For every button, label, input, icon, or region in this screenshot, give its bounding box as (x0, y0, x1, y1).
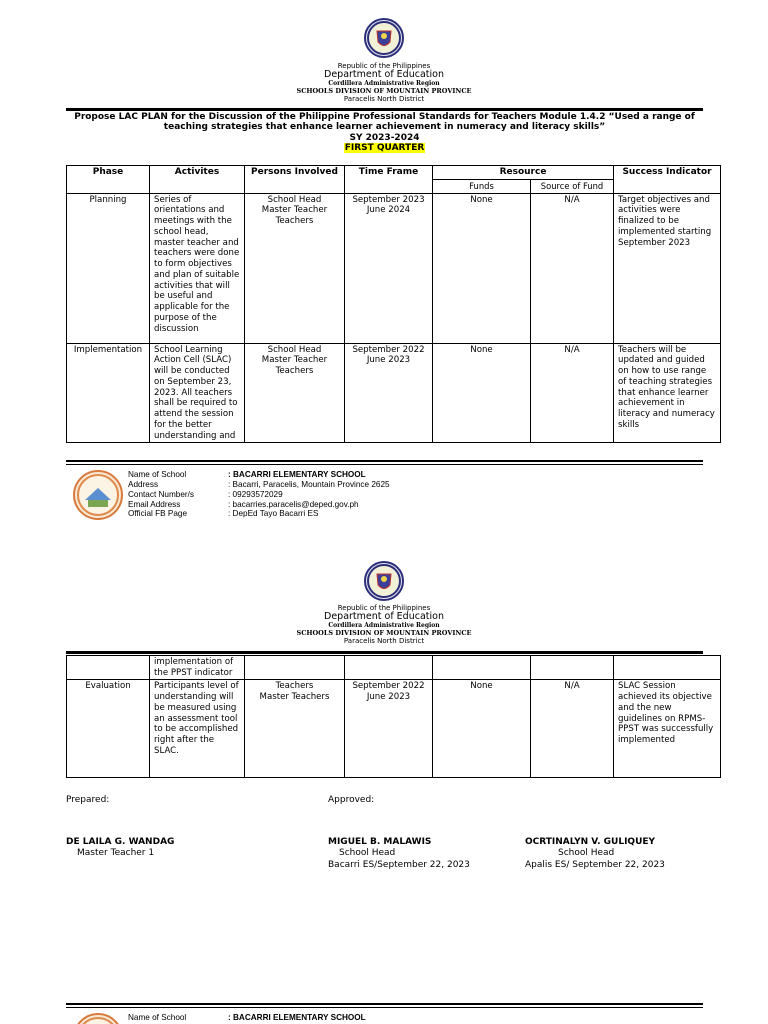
signatory-title: School Head (339, 848, 396, 859)
time-cell (345, 680, 433, 778)
division-text: SCHOOLS DIVISION OF MOUNTAIN PROVINCE (296, 628, 472, 637)
table-row (67, 656, 721, 680)
division-text: SCHOOLS DIVISION OF MOUNTAIN PROVINCE (296, 86, 472, 95)
funds-cell: None (433, 680, 531, 778)
signatory-name: OCRTINALYN V. GULIQUEY (525, 837, 656, 847)
activities-cell: implementation of the PPST indicator (150, 656, 245, 680)
footer-rule-2a (66, 1003, 703, 1005)
lac-plan-table-continued (66, 655, 721, 778)
title-line-2: teaching strategies that enhance learner achievement in numeracy and literacy skills” (163, 122, 606, 133)
letterhead-1 (0, 62, 768, 103)
header-persons: Persons Involved (245, 166, 345, 194)
header-rule-1 (66, 108, 703, 111)
info-value: : DepEd Tayo Bacarri ES (228, 509, 319, 519)
person-line: Teachers (275, 216, 314, 227)
funds-cell: None (433, 343, 531, 443)
header-resource: Resource (433, 166, 614, 180)
letterhead-2 (0, 604, 768, 645)
activities-cell: Participants level of understanding will be measured using an assessment tool to be accomplished right after the SLAC. (150, 680, 245, 778)
person-line: Master Teachers (259, 692, 330, 703)
signature-approved-2 (525, 837, 665, 871)
info-label: Official FB Page (128, 509, 188, 519)
success-cell: Target objectives and activities were finalized to be implemented starting September 2023 (614, 193, 721, 343)
time-line: September 2023 (352, 194, 425, 205)
source-cell: N/A (531, 680, 614, 778)
persons-cell (245, 343, 345, 443)
department-text: Department of Education (324, 69, 444, 81)
header-source: Source of Fund (531, 180, 614, 194)
time-line: June 2023 (366, 692, 411, 703)
info-label: Name of School (128, 470, 187, 479)
district-text: Paracelis North District (343, 637, 425, 646)
document-title (66, 112, 703, 153)
persons-cell (245, 680, 345, 778)
success-cell: SLAC Session achieved its objective and the new guidelines on RPMS-PPST was successfully implemented (614, 680, 721, 778)
school-info-2 (128, 1013, 366, 1023)
time-line: September 2022 (352, 681, 425, 692)
info-value: : BACARRI ELEMENTARY SCHOOL (228, 470, 366, 479)
signatory-title: School Head (558, 848, 615, 859)
table-row (67, 343, 721, 443)
deped-seal-icon (364, 18, 404, 58)
quarter-label: FIRST QUARTER (344, 143, 425, 154)
person-line: Teachers (275, 366, 314, 377)
deped-seal-icon (364, 561, 404, 601)
header-activities: Activites (150, 166, 245, 194)
info-label: Address (128, 479, 159, 489)
title-line-1: Propose LAC PLAN for the Discussion of the Philippine Professional Standards for Teachers Module 1.4.2 “Used a range of (74, 112, 695, 122)
district-text: Paracelis North District (343, 95, 425, 104)
time-cell (345, 193, 433, 343)
school-logo-icon (73, 470, 123, 520)
table-row (67, 680, 721, 778)
funds-cell: None (433, 193, 531, 343)
persons-cell (245, 193, 345, 343)
info-value: : bacarries.paracelis@deped.gov.ph (228, 499, 359, 509)
source-cell: N/A (531, 343, 614, 443)
republic-text: Republic of the Philippines (337, 604, 431, 612)
signatory-name: DE LAILA G. WANDAG (66, 837, 175, 847)
info-value: : Bacarri, Paracelis, Mountain Province 2625 (228, 479, 390, 489)
footer-rule-1a (66, 460, 703, 462)
person-line: Master Teacher (261, 355, 328, 366)
region-text: Cordillera Administrative Region (328, 621, 440, 629)
footer-rule-1b (66, 464, 703, 465)
republic-text: Republic of the Philippines (337, 62, 431, 70)
phase-cell: Implementation (67, 343, 150, 443)
success-cell: Teachers will be updated and guided on how to use range of teaching strategies that enhance learner achievement in literacy and numeracy skills (614, 343, 721, 443)
signatory-title: Master Teacher 1 (77, 848, 155, 859)
lac-plan-table (66, 165, 721, 443)
activities-cell: School Learning Action Cell (SLAC) will be conducted on September 23, 2023. All teachers shall be required to attend the session for the better understanding and (150, 343, 245, 443)
header-phase: Phase (67, 166, 150, 194)
time-line: September 2022 (352, 344, 425, 355)
approved-label: Approved: (328, 795, 375, 805)
time-line: June 2024 (366, 205, 411, 216)
person-line: Teachers (275, 681, 314, 692)
phase-cell: Planning (67, 193, 150, 343)
source-cell: N/A (531, 193, 614, 343)
info-value: : 09293572029 (228, 489, 283, 499)
school-info-1 (128, 470, 390, 519)
signature-approved-1 (328, 837, 470, 871)
signatory-school: Apalis ES/ September 22, 2023 (525, 859, 665, 870)
activities-cell: Series of orientations and meetings with the school head, master teacher and teachers were done to form objectives and plan of suitable activities that will be useful and applicable for the purpose of the discussion (150, 193, 245, 343)
department-text: Department of Education (324, 611, 444, 623)
person-line: School Head (267, 344, 322, 355)
signature-prepared (66, 837, 174, 860)
header-time: Time Frame (345, 166, 433, 194)
person-line: School Head (267, 194, 322, 205)
info-label: Contact Number/s (128, 489, 194, 499)
info-label: Name of School (128, 1013, 187, 1022)
header-rule-2 (66, 651, 703, 654)
school-year: SY 2023-2024 (349, 132, 420, 143)
info-value: : BACARRI ELEMENTARY SCHOOL (228, 1013, 366, 1022)
header-funds: Funds (433, 180, 531, 194)
signatory-school: Bacarri ES/September 22, 2023 (328, 859, 470, 870)
phase-cell: Evaluation (67, 680, 150, 778)
prepared-label: Prepared: (66, 795, 110, 805)
info-label: Email Address (128, 499, 181, 509)
time-line: June 2023 (366, 355, 411, 366)
signatory-name: MIGUEL B. MALAWIS (328, 837, 432, 847)
person-line: Master Teacher (261, 205, 328, 216)
time-cell (345, 343, 433, 443)
footer-rule-2b (66, 1007, 703, 1008)
school-logo-icon (73, 1013, 123, 1024)
table-row (67, 193, 721, 343)
region-text: Cordillera Administrative Region (328, 79, 440, 87)
header-success: Success Indicator (614, 166, 721, 194)
